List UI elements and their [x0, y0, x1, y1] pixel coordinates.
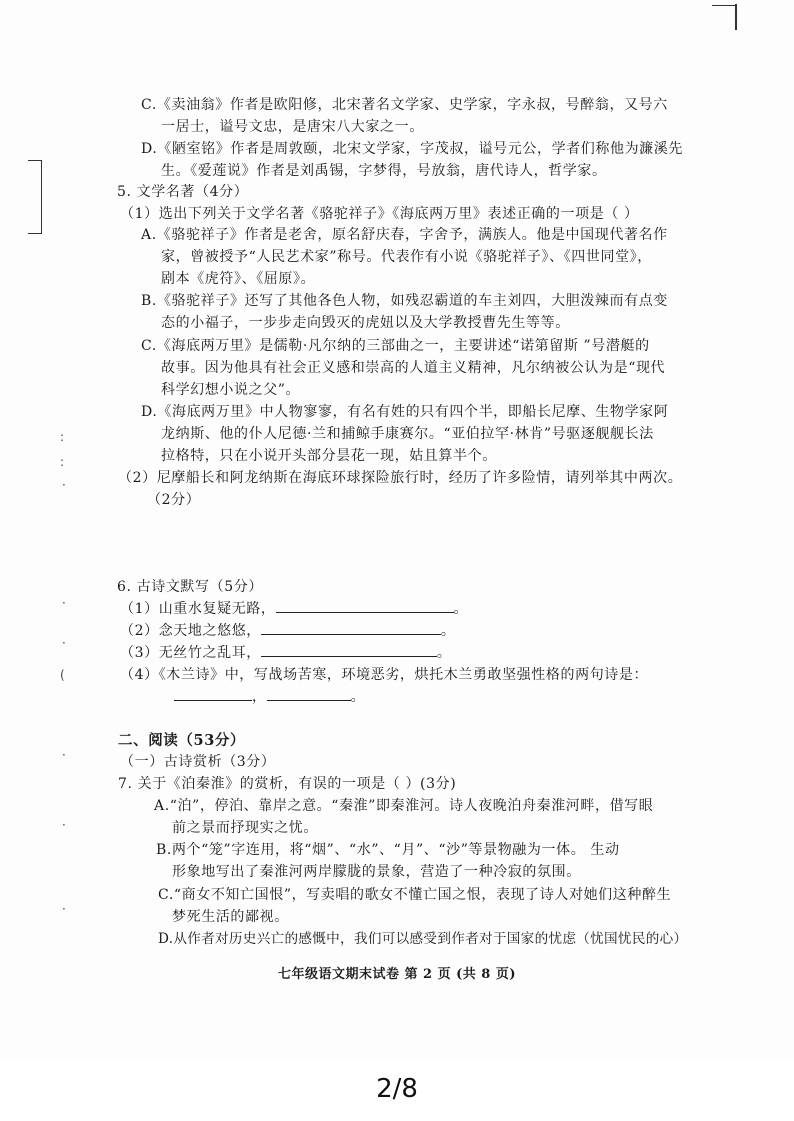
scan-binding-mark: [28, 160, 42, 161]
q5-sub2: （2）尼摩船长和阿龙纳斯在海底环球探险旅行时，经历了许多险情，请列举其中两次。: [118, 470, 683, 486]
scan-dot: :: [60, 430, 65, 444]
page-indicator: 2/8: [376, 1074, 418, 1104]
q5-a-line1: A.《骆驼祥子》作者是老舍，原名舒庆春，字舍予，满族人。他是中国现代著名作: [141, 227, 668, 243]
section-poem-subtitle: （一）古诗赏析（3分）: [120, 754, 276, 770]
scan-dot: (: [60, 668, 65, 682]
q6-item2-text: （2）念天地之悠悠，: [120, 623, 261, 639]
answer-blank[interactable]: [261, 644, 437, 657]
q5-sub1: （1）选出下列关于文学名著《骆驼祥子》《海底两万里》表述正确的一项是（ ）: [120, 206, 639, 222]
scan-dot: :: [60, 455, 65, 469]
q7-c-line1: C.“商女不知亡国恨”，写卖唱的歌女不懂亡国之恨，表现了诗人对她们这种醉生: [158, 887, 672, 903]
q5-c-line3: 科学幻想小说之父”。: [161, 382, 301, 398]
q5-a-line3: 剧本《虎符》、《屈原》。: [161, 271, 316, 287]
scan-corner-mark: [712, 5, 736, 6]
q5-b-line2: 态的小福子，一步步走向毁灭的虎妞以及大学教授曹先生等等。: [161, 315, 570, 331]
q6-item4-answer: [174, 688, 365, 706]
q6-item3-text: （3）无丝竹之乱耳，: [120, 645, 261, 661]
answer-blank[interactable]: [276, 600, 454, 613]
q6-item1-text: （1）山重水复疑无路，: [120, 601, 276, 617]
scan-dot: ·: [62, 818, 66, 832]
q7-a-line2: 前之景而抒现实之忧。: [172, 820, 318, 836]
q6-item3: [120, 644, 452, 662]
scan-dot: ·: [62, 636, 66, 650]
scan-dot: ·: [62, 902, 66, 916]
option-d-line2: 生。《爱莲说》作者是刘禹锡，字梦得，号放翁，唐代诗人，哲学家。: [161, 163, 607, 179]
option-d-line1: D.《陋室铭》作者是周敦颐，北宋文学家，字茂叔，谥号元公，学者们称他为濂溪先: [141, 141, 683, 157]
q5-d-line3: 拉格特，只在小说开头部分昙花一现，姑且算半个。: [161, 448, 497, 464]
scan-dot: ·: [62, 478, 66, 492]
q5-c-line2: 故事。因为他具有社会正义感和崇高的人道主义精神，凡尔纳被公认为是“现代: [161, 360, 666, 376]
q5-c-line1: C.《海底两万里》是儒勒·凡尔纳的三部曲之一，主要讲述“诺第留斯 ”号潜艇的: [141, 338, 650, 354]
q5-d-line2: 龙纳斯、他的仆人尼德·兰和捕鲸手康赛尔。“亚伯拉罕·林肯”号驱逐舰舰长法: [161, 426, 654, 442]
q7-b-line1: B.两个“笼”字连用，将“烟”、“水”、“月”、“沙”等景物融为一体。 生动: [156, 842, 620, 858]
period: 。: [440, 623, 456, 639]
q6-item1: [120, 600, 468, 618]
period: 。: [436, 645, 452, 661]
q7-c-line2: 梦死生活的鄙视。: [172, 909, 289, 925]
scan-binding-mark: [28, 233, 42, 234]
option-c-line2: 一居士，谥号文忠，是唐宋八大家之一。: [161, 119, 424, 135]
q7-stem: 7. 关于《泊秦淮》的赏析，有误的一项是（ ）(3分): [118, 776, 457, 792]
q7-d-line1: D.从作者对历史兴亡的感慨中，我们可以感受到作者对于国家的忧虑（忧国忧民的心）: [158, 931, 688, 947]
scan-corner-mark: [735, 4, 737, 30]
period: 。: [453, 601, 469, 617]
answer-blank[interactable]: [267, 688, 351, 701]
q5-a-line2: 家，曾被授予“人民艺术家”称号。代表作有小说《骆驼祥子》、《四世同堂》，: [161, 249, 652, 265]
q6-item2: [120, 622, 456, 640]
scan-binding-mark: [41, 160, 42, 234]
q6-item4: （4）《木兰诗》中，写战场苦寒，环境恶劣，烘托木兰勇敢坚强性格的两句诗是：: [120, 667, 649, 683]
q7-b-line2: 形象地写出了秦淮河两岸朦胧的景象，营造了一种冷寂的氛围。: [172, 864, 581, 880]
answer-blank[interactable]: [261, 622, 441, 635]
q5-d-line1: D.《海底两万里》中人物寥寥，有名有姓的只有四个半，即船长尼摩、生物学家阿: [141, 404, 669, 420]
period: 。: [350, 689, 366, 705]
comma: ，: [252, 689, 267, 705]
answer-blank[interactable]: [174, 688, 252, 701]
section-reading-title: 二、阅读（53分）: [118, 732, 246, 749]
scan-dot: ·: [62, 596, 66, 610]
q6-title: 6. 古诗文默写（5分）: [117, 579, 263, 595]
q7-a-line1: A.“泊”，停泊、靠岸之意。“秦淮”即秦淮河。诗人夜晚泊舟秦淮河畔，借写眼: [154, 798, 654, 814]
page-footer: 七年级语文期末试卷 第 2 页 (共 8 页): [277, 967, 517, 982]
q5-b-line1: B.《骆驼祥子》还写了其他各色人物，如残忍霸道的车主刘四，大胆泼辣而有点变: [141, 293, 668, 309]
q5-title: 5. 文学名著（4分）: [117, 184, 249, 200]
q5-sub2-points: （2分）: [147, 492, 201, 508]
scan-dot: ·: [62, 748, 66, 762]
option-c-line1: C.《卖油翁》作者是欧阳修，北宋著名文学家、史学家，字永叔，号醉翁，又号六: [141, 97, 668, 113]
